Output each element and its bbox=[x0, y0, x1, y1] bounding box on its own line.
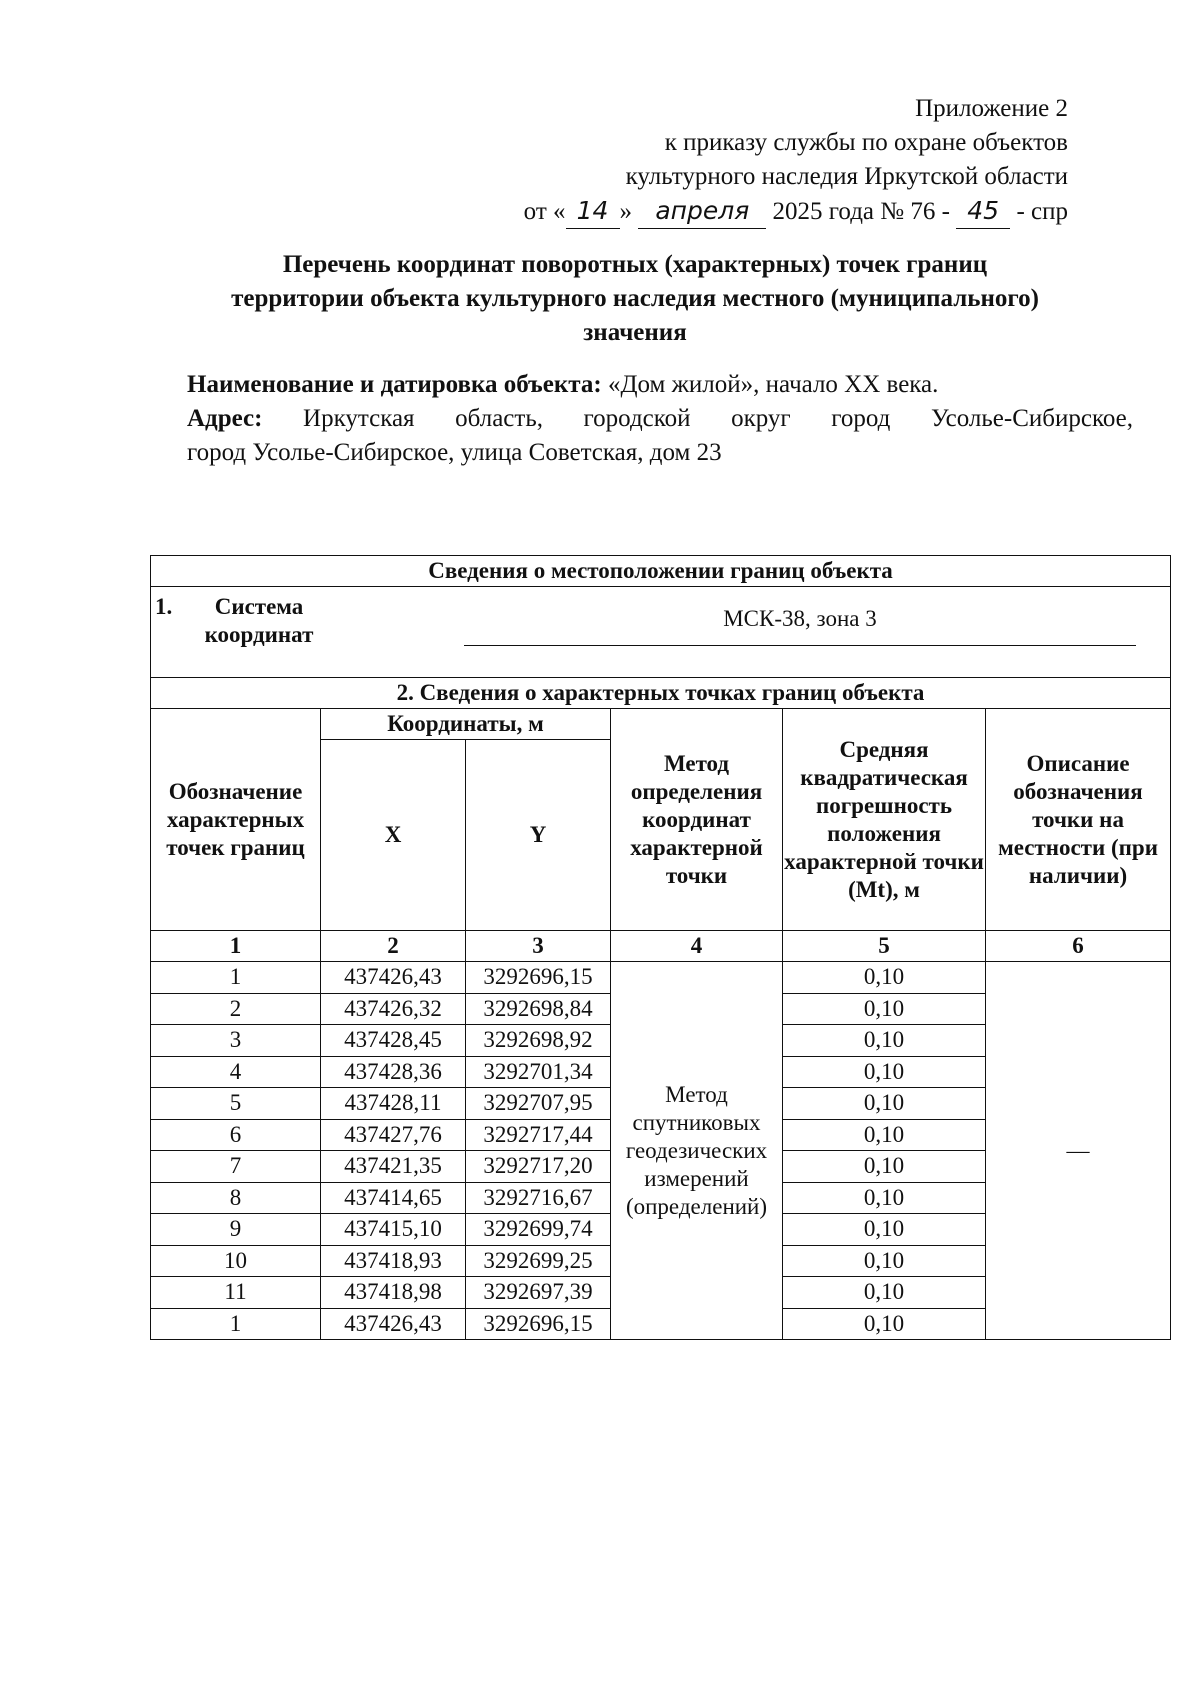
point-number: 7 bbox=[151, 1151, 321, 1183]
point-y: 3292698,84 bbox=[466, 993, 611, 1025]
point-x: 437428,45 bbox=[321, 1025, 466, 1057]
point-mt: 0,10 bbox=[783, 1088, 986, 1120]
appendix-header bbox=[524, 92, 1068, 229]
boundary-table bbox=[150, 555, 1171, 1340]
handwritten-month: апреля bbox=[638, 194, 766, 229]
point-mt: 0,10 bbox=[783, 1245, 986, 1277]
point-mt: 0,10 bbox=[783, 962, 986, 994]
description-cell: — bbox=[986, 962, 1171, 1340]
handwritten-day: 14 bbox=[566, 194, 620, 229]
point-x: 437421,35 bbox=[321, 1151, 466, 1183]
points-title: 2. Сведения о характерных точках границ объекта bbox=[151, 678, 1171, 709]
handwritten-order-number: 45 bbox=[956, 194, 1010, 229]
points-header-row bbox=[151, 678, 1171, 709]
point-number: 11 bbox=[151, 1277, 321, 1309]
point-y: 3292701,34 bbox=[466, 1056, 611, 1088]
object-name-label: Наименование и датировка объекта: bbox=[187, 371, 602, 398]
column-number: 6 bbox=[986, 931, 1171, 962]
method-cell: Метод спутниковых геодезических измерений (определений) bbox=[611, 962, 783, 1340]
point-x: 437428,36 bbox=[321, 1056, 466, 1088]
column-number: 4 bbox=[611, 931, 783, 962]
point-x: 437427,76 bbox=[321, 1119, 466, 1151]
appendix-order-line: к приказу службы по охране объектов bbox=[664, 129, 1068, 156]
point-x: 437426,43 bbox=[321, 962, 466, 994]
object-address-label: Адрес: bbox=[187, 405, 263, 432]
date-year: 2025 года № 76 - bbox=[772, 198, 950, 225]
object-address-line bbox=[187, 402, 1133, 436]
point-y: 3292707,95 bbox=[466, 1088, 611, 1120]
point-x: 437414,65 bbox=[321, 1182, 466, 1214]
point-x: 437418,93 bbox=[321, 1245, 466, 1277]
section-title: Сведения о местоположении границ объекта bbox=[151, 556, 1171, 587]
point-number: 3 bbox=[151, 1025, 321, 1057]
point-x: 437415,10 bbox=[321, 1214, 466, 1246]
coordinate-system-number: 1. bbox=[155, 594, 173, 619]
point-y: 3292717,44 bbox=[466, 1119, 611, 1151]
point-mt: 0,10 bbox=[783, 1182, 986, 1214]
object-name-line bbox=[187, 368, 1133, 402]
object-address-value-1: Иркутская область, городской округ город Усолье-Сибирское, bbox=[303, 405, 1133, 432]
section-header-row bbox=[151, 556, 1171, 587]
appendix-authority-line: культурного наследия Иркутской области bbox=[625, 163, 1068, 190]
point-mt: 0,10 bbox=[783, 1277, 986, 1309]
point-number: 1 bbox=[151, 1308, 321, 1340]
title-line-2: территории объекта культурного наследия местного (муниципального) bbox=[231, 285, 1039, 312]
point-y: 3292696,15 bbox=[466, 1308, 611, 1340]
point-y: 3292697,39 bbox=[466, 1277, 611, 1309]
coordinate-system-row bbox=[151, 587, 1171, 678]
title-line-1: Перечень координат поворотных (характерных) точек границ bbox=[282, 251, 988, 278]
appendix-title: Приложение 2 bbox=[915, 95, 1068, 122]
point-mt: 0,10 bbox=[783, 1308, 986, 1340]
point-number: 6 bbox=[151, 1119, 321, 1151]
point-number: 2 bbox=[151, 993, 321, 1025]
column-number: 2 bbox=[321, 931, 466, 962]
point-y: 3292716,67 bbox=[466, 1182, 611, 1214]
header-error: Средняя квадратическая погрешность положения характерной точки (Mt), м bbox=[783, 709, 986, 931]
coordinate-system-label: Система координат bbox=[204, 594, 314, 647]
appendix-date-line bbox=[524, 194, 1068, 229]
point-y: 3292698,92 bbox=[466, 1025, 611, 1057]
object-info bbox=[187, 368, 1133, 470]
header-method: Метод определения координат характерной точки bbox=[611, 709, 783, 931]
point-mt: 0,10 bbox=[783, 1119, 986, 1151]
date-mid: » bbox=[619, 198, 633, 225]
point-number: 1 bbox=[151, 962, 321, 994]
point-y: 3292717,20 bbox=[466, 1151, 611, 1183]
column-number: 3 bbox=[466, 931, 611, 962]
point-mt: 0,10 bbox=[783, 1056, 986, 1088]
coordinate-system-value: МСК-38, зона 3 bbox=[464, 605, 1136, 646]
document-title bbox=[150, 248, 1120, 350]
column-number: 1 bbox=[151, 931, 321, 962]
title-line-3: значения bbox=[583, 319, 687, 346]
object-address-line-2: город Усолье-Сибирское, улица Советская, дом 23 bbox=[187, 439, 722, 466]
point-number: 5 bbox=[151, 1088, 321, 1120]
date-prefix: от « bbox=[523, 198, 566, 225]
point-mt: 0,10 bbox=[783, 1214, 986, 1246]
header-coordinates: Координаты, м bbox=[321, 709, 611, 740]
header-y: Y bbox=[466, 740, 611, 931]
header-description: Описание обозначения точки на местности (при наличии) bbox=[986, 709, 1171, 931]
point-number: 8 bbox=[151, 1182, 321, 1214]
point-y: 3292699,25 bbox=[466, 1245, 611, 1277]
point-y: 3292699,74 bbox=[466, 1214, 611, 1246]
point-x: 437426,32 bbox=[321, 993, 466, 1025]
point-mt: 0,10 bbox=[783, 1151, 986, 1183]
point-mt: 0,10 bbox=[783, 993, 986, 1025]
header-x: X bbox=[321, 740, 466, 931]
point-number: 9 bbox=[151, 1214, 321, 1246]
point-x: 437428,11 bbox=[321, 1088, 466, 1120]
object-name-value: «Дом жилой», начало XX века. bbox=[607, 371, 939, 398]
order-suffix: - спр bbox=[1016, 198, 1068, 225]
point-number: 10 bbox=[151, 1245, 321, 1277]
point-number: 4 bbox=[151, 1056, 321, 1088]
point-y: 3292696,15 bbox=[466, 962, 611, 994]
column-number-row bbox=[151, 931, 1171, 962]
column-number: 5 bbox=[783, 931, 986, 962]
table-row bbox=[151, 962, 1171, 994]
point-mt: 0,10 bbox=[783, 1025, 986, 1057]
column-header-row-1 bbox=[151, 709, 1171, 740]
point-x: 437426,43 bbox=[321, 1308, 466, 1340]
header-designation: Обозначение характерных точек границ bbox=[151, 709, 321, 931]
coordinate-system-cell bbox=[151, 587, 1171, 678]
point-x: 437418,98 bbox=[321, 1277, 466, 1309]
